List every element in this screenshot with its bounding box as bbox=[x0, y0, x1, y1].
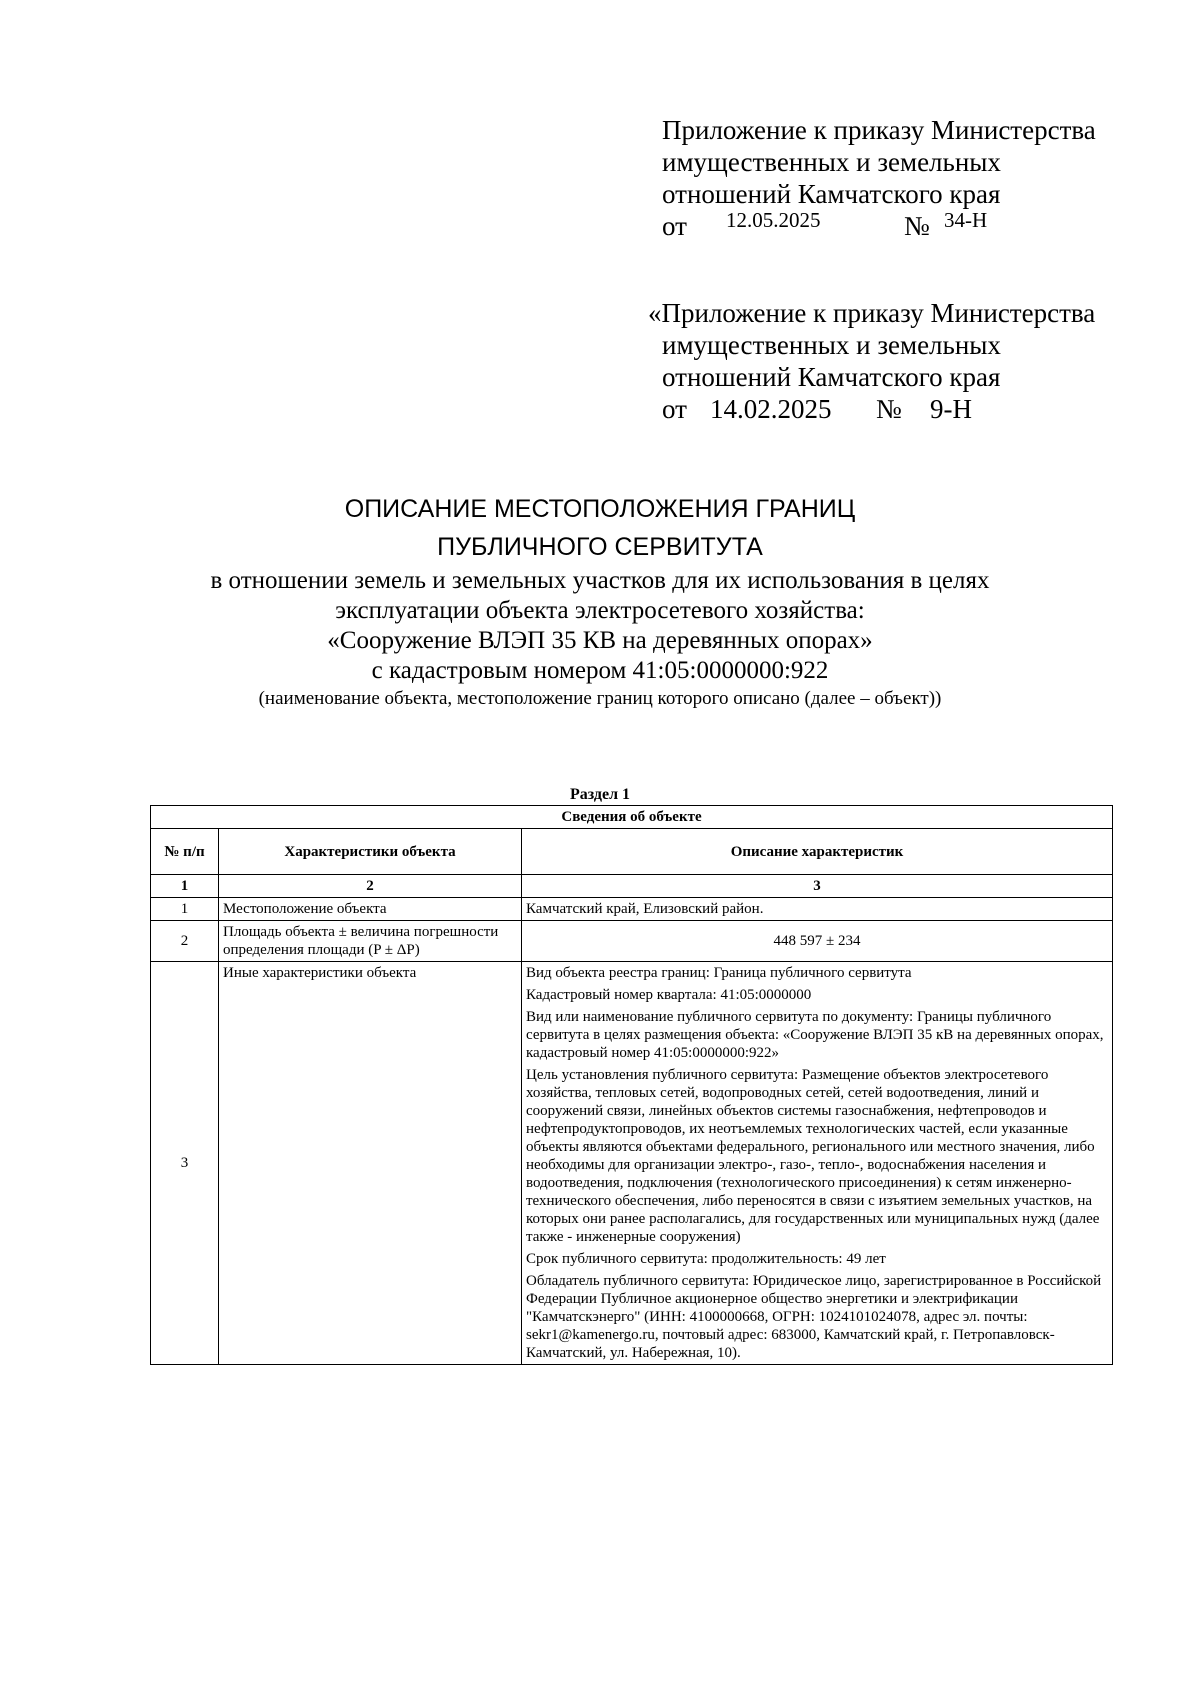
row-number: 1 bbox=[151, 898, 219, 921]
section-label: Раздел 1 bbox=[569, 786, 631, 803]
column-header: Характеристики объекта bbox=[219, 829, 522, 875]
order-date: 14.02.2025 bbox=[710, 394, 832, 424]
table-title: Сведения об объекте bbox=[151, 806, 1113, 829]
table-row bbox=[151, 898, 1113, 921]
from-label: от bbox=[662, 211, 687, 241]
description-paragraph: Срок публичного сервитута: продолжительность: 49 лет bbox=[526, 1251, 886, 1267]
description-paragraph: Вид объекта реестра границ: Граница публичного сервитута bbox=[526, 965, 912, 981]
order-number: 9-Н bbox=[930, 394, 972, 424]
appendix-number-row bbox=[648, 393, 1095, 427]
subtitle-line: в отношении земель и земельных участков для их использования в целях bbox=[210, 567, 990, 594]
appendix-line: имущественных и земельных bbox=[662, 147, 1001, 177]
appendix-line: имущественных и земельных bbox=[662, 330, 1001, 360]
order-date: 12.05.2025 bbox=[726, 208, 821, 232]
table-row bbox=[151, 921, 1113, 962]
row-characteristic: Местоположение объекта bbox=[219, 898, 522, 921]
object-info-table bbox=[150, 805, 1113, 1365]
column-number: 1 bbox=[151, 875, 219, 898]
appendix-number-row bbox=[662, 210, 1096, 244]
appendix-header-previous bbox=[648, 297, 1095, 427]
from-label: от bbox=[662, 394, 687, 424]
row-characteristic: Иные характеристики объекта bbox=[219, 962, 522, 1365]
appendix-line: отношений Камчатского края bbox=[662, 362, 1001, 392]
description-paragraph: Вид или наименование публичного сервитута по документу: Границы публичного сервитута в целях размещения объекта: «Сооружение ВЛЭП 35 кВ на деревянных опорах, кадастровый номер 41:05:0000000:922» bbox=[526, 1009, 1104, 1061]
number-label: № bbox=[876, 394, 902, 424]
row-number: 2 bbox=[151, 921, 219, 962]
document-title bbox=[0, 490, 1200, 712]
number-label: № bbox=[904, 211, 930, 241]
description-paragraph: Цель установления публичного сервитута: Размещение объектов электросетевого хозяйства, тепловых сетей, водопроводных сетей, сетей водоотведения, линий и сооружений связи, линейных объектов системы газоснабжения, нефтепроводов и нефтепродуктопроводов, их неотъемлемых технологических частей, если указанные объекты являются объектами федерального, регионального или местного значения, либо необходимы для организации электро-, газо-, тепло-, водоснабжения населения и водоотведения, подключения (технологического присоединения) к сетям инженерно-технического обеспечения, либо переносятся в связи с изъятием земельных участков, на которых они ранее располагались, для государственных или муниципальных нужд (далее также - инженерные сооружения) bbox=[526, 1067, 1100, 1245]
title-line: ОПИСАНИЕ МЕСТОПОЛОЖЕНИЯ ГРАНИЦ bbox=[344, 495, 856, 523]
description-paragraph: Кадастровый номер квартала: 41:05:0000000 bbox=[526, 987, 812, 1003]
description-paragraph: Обладатель публичного сервитута: Юридическое лицо, зарегистрированное в Российской Федерации Публичное акционерное общество энергетики и электрификации "Камчатскэнерго" (ИНН: 4100000668, ОГРН: 1024101024078, адрес эл. почты: sekr1@kamenergo.ru, почтовый адрес: 683000, Камчатский край, г. Петропавловск-Камчатский, ул. Набережная, 10). bbox=[526, 1273, 1102, 1361]
column-number: 3 bbox=[522, 875, 1113, 898]
subtitle-line: с кадастровым номером 41:05:0000000:922 bbox=[371, 657, 829, 684]
column-header: № п/п bbox=[151, 829, 219, 875]
subtitle-line: «Сооружение ВЛЭП 35 КВ на деревянных опорах» bbox=[327, 627, 873, 654]
title-note: (наименование объекта, местоположение границ которого описано (далее – объект)) bbox=[258, 688, 942, 709]
subtitle-line: эксплуатации объекта электросетевого хозяйства: bbox=[335, 597, 865, 624]
column-header: Описание характеристик bbox=[522, 829, 1113, 875]
appendix-line: Приложение к приказу Министерства bbox=[662, 115, 1096, 145]
appendix-line: «Приложение к приказу Министерства bbox=[648, 298, 1096, 328]
row-description bbox=[522, 962, 1113, 1365]
order-number: 34-Н bbox=[944, 208, 988, 232]
row-characteristic: Площадь объекта ± величина погрешности определения площади (P ± ΔP) bbox=[219, 921, 522, 962]
column-number: 2 bbox=[219, 875, 522, 898]
table-row bbox=[151, 962, 1113, 1365]
appendix-header-current bbox=[662, 114, 1096, 244]
title-line: ПУБЛИЧНОГО СЕРВИТУТА bbox=[437, 533, 763, 561]
row-description: 448 597 ± 234 bbox=[522, 921, 1113, 962]
appendix-line: отношений Камчатского края bbox=[662, 179, 1001, 209]
row-number: 3 bbox=[151, 962, 219, 1365]
row-description: Камчатский край, Елизовский район. bbox=[522, 898, 1113, 921]
